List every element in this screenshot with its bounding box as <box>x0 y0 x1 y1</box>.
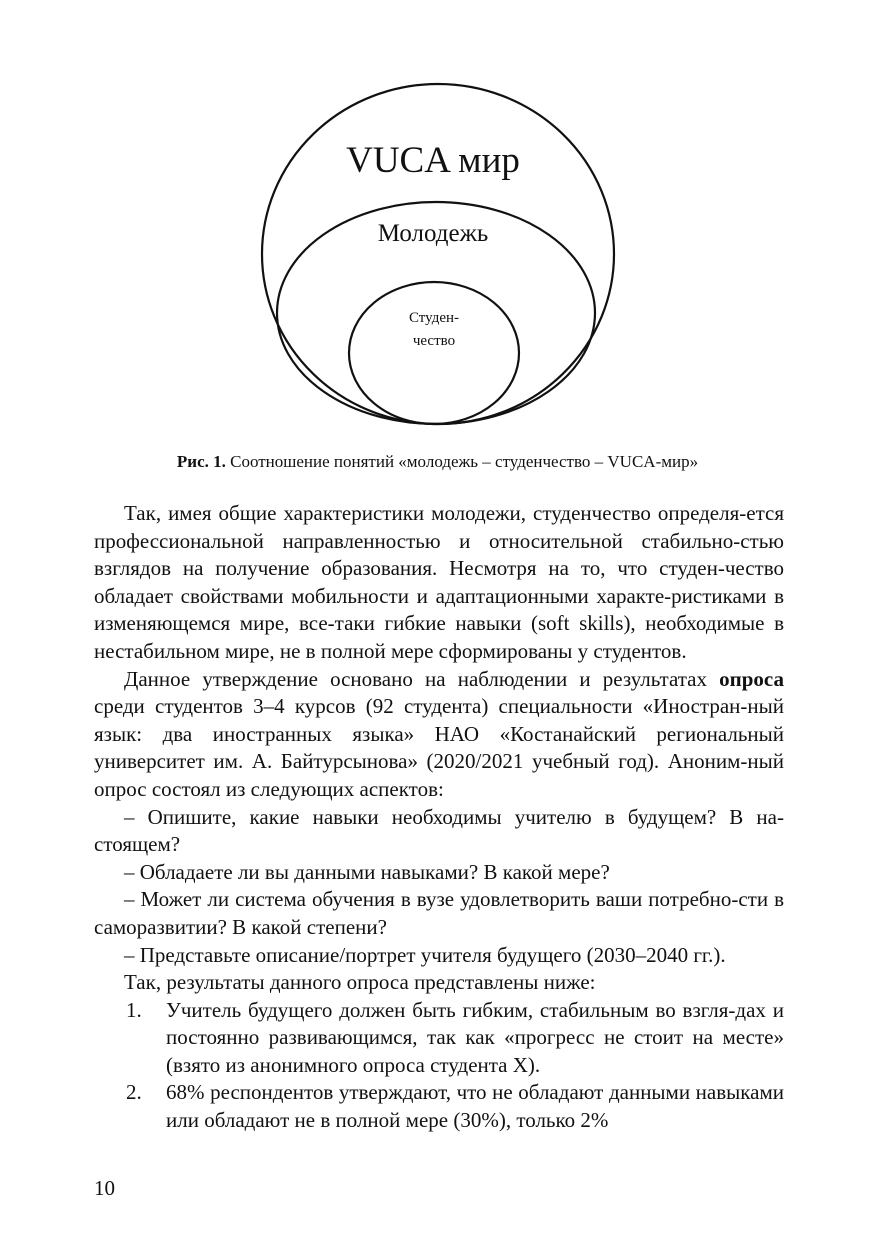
circle-vuca-world <box>262 84 614 424</box>
question-4: – Представьте описание/портрет учителя будущего (2030–2040 гг.). <box>124 942 726 967</box>
label-vuca-world: VUCA мир <box>346 140 520 181</box>
question-1: – Опишите, какие навыки необходимы учителю в будущем? В на-стоящем? <box>94 804 784 857</box>
results-list <box>94 997 784 1135</box>
caption-text: Соотношение понятий «молодежь – студенчество – VUCA-мир» <box>230 452 699 471</box>
paragraph-2-start: Данное утверждение основано на наблюдении и результатах <box>124 666 707 691</box>
question-3: – Может ли система обучения в вузе удовлетворить ваши потребно-сти в саморазвитии? В какой степени? <box>94 887 784 939</box>
figure-caption <box>0 452 875 472</box>
list-item-number: 1. <box>126 997 142 1022</box>
body-text <box>94 500 784 1135</box>
list-item <box>94 997 784 1080</box>
label-students-line2: чество <box>412 333 456 349</box>
paragraph-2 <box>94 666 784 804</box>
paragraph-2-bold: опроса <box>719 666 784 691</box>
list-item-text: 68% респондентов утверждают, что не обладают данными навыками или обладают не в полной мере (30%), только 2% <box>166 1080 784 1133</box>
paragraph-2-end: среди студентов 3–4 курсов (92 студента) специальности «Иностран-ный язык: два иностранных языка» НАО «Костанайский региональный университет им. А. Байтурсынова» (2020/2021 учебный год). Аноним-ный опрос состоял из следующих аспектов: <box>94 694 784 801</box>
list-item <box>94 1079 784 1134</box>
circle-students <box>349 282 519 424</box>
results-intro: Так, результаты данного опроса представлены ниже: <box>124 970 596 995</box>
list-item-text: Учитель будущего должен быть гибким, стабильным во взгля-дах и постоянно развивающимся, так как «прогресс не стоит на месте» (взято из анонимного опроса студента X). <box>166 997 784 1077</box>
list-item-number: 2. <box>126 1080 142 1105</box>
label-youth: Молодежь <box>377 220 489 247</box>
caption-label: Рис. 1. <box>176 452 226 471</box>
page-number: 10 <box>94 1176 115 1200</box>
paragraph-1: Так, имея общие характеристики молодежи, студенчество определя-ется профессиональной направленностью и относительной стабильно-стью взглядов на получение образования. Несмотря на то, что студен-чество обладает свойствами мобильности и адаптационными характе-ристиками в изменяющемся мире, все-таки гибкие навыки (soft skills), необходимые в нестабильном мире, не в полной мере сформированы у студентов. <box>94 501 784 663</box>
question-2: – Обладаете ли вы данными навыками? В какой мере? <box>124 859 610 884</box>
diagram-vuca-circles <box>0 0 875 440</box>
label-students-line1: Студен- <box>408 310 460 326</box>
